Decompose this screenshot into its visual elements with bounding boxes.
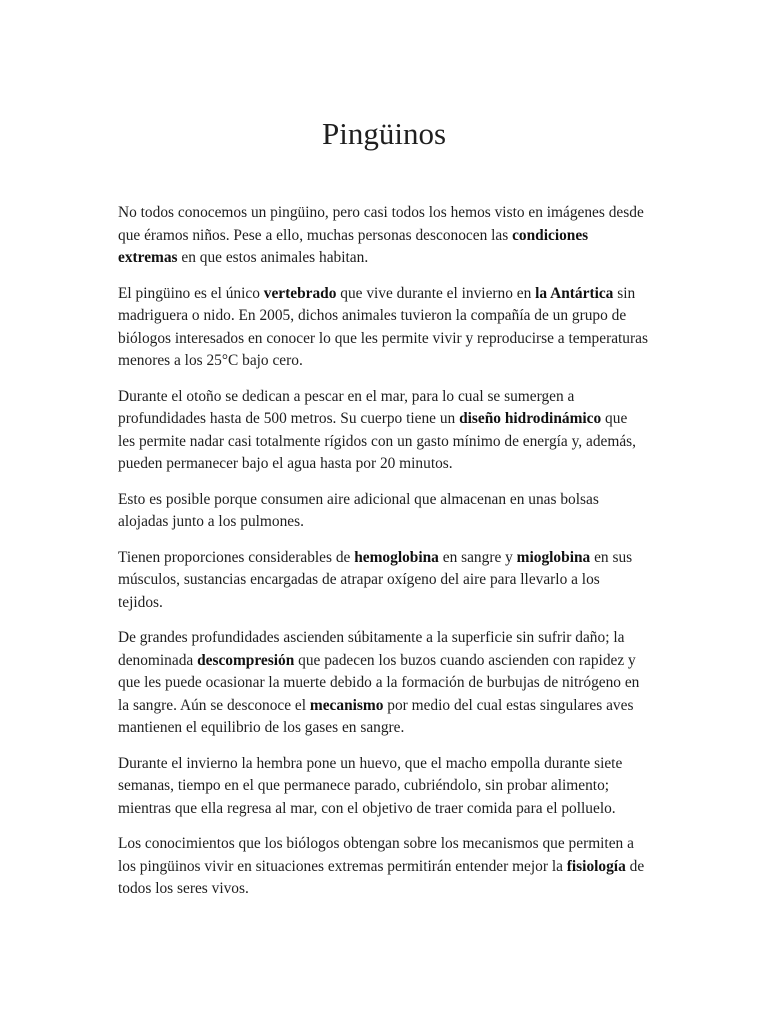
- bold-term: vertebrado: [263, 284, 337, 302]
- bold-term: la Antártica: [535, 284, 614, 302]
- text-run: Tienen proporciones considerables de: [118, 548, 355, 566]
- paragraph: [118, 547, 648, 615]
- text-run: que padecen los buzos cuando ascienden con rapidez y que les puede ocasionar la muerte debido a la formación de burbujas de nitrógeno en la sangre. Aún se desconoce el: [118, 651, 640, 714]
- paragraph: [118, 489, 648, 534]
- text-run: en que estos animales habitan.: [177, 249, 369, 266]
- bold-term: mioglobina: [516, 548, 591, 566]
- paragraph: [118, 753, 648, 821]
- bold-term: condiciones extremas: [118, 226, 589, 266]
- text-run: en sangre y: [438, 548, 517, 566]
- paragraph: [118, 833, 648, 901]
- text-run: Esto es posible porque consumen aire adicional que almacenan en unas bolsas alojadas junto a los pulmones.: [118, 490, 599, 530]
- paragraph: [118, 627, 648, 740]
- paragraph: [118, 202, 648, 270]
- text-run: de todos los seres vivos.: [118, 857, 645, 897]
- text-run: por medio del cual estas singulares aves mantienen el equilibrio de los gases en sangre.: [118, 696, 634, 736]
- bold-term: mecanismo: [309, 696, 384, 714]
- document-title: Pingüinos: [321, 116, 447, 151]
- paragraph: [118, 386, 648, 476]
- text-run: El pingüino es el único: [118, 284, 264, 302]
- text-run: De grandes profundidades ascienden súbitamente a la superficie sin sufrir daño; la denominada: [118, 629, 625, 669]
- text-run: No todos conocemos un pingüino, pero casi todos los hemos visto en imágenes desde que éramos niños. Pese a ello, muchas personas desconocen las: [118, 204, 644, 244]
- text-run: Durante el otoño se dedican a pescar en el mar, para lo cual se sumergen a profundidades hasta de 500 metros. Su cuerpo tiene un: [118, 387, 575, 427]
- text-run: sin madriguera o nido. En 2005, dichos animales tuvieron la compañía de un grupo de biólogos interesados en conocer lo que les permite vivir y reproducirse a temperaturas menores a los 25°C bajo cero.: [118, 284, 648, 369]
- bold-term: diseño hidrodinámico: [459, 410, 602, 427]
- text-run: Los conocimientos que los biólogos obtengan sobre los mecanismos que permiten a los pingüinos vivir en situaciones extremas permitirán entender mejor la: [118, 835, 634, 875]
- text-run: que vive durante el invierno en: [336, 284, 536, 302]
- paragraph: [118, 283, 648, 373]
- bold-term: fisiología: [566, 857, 626, 875]
- text-run: que les permite nadar casi totalmente rígidos con un gasto mínimo de energía y, además, pueden permanecer bajo el agua hasta por 20 minutos.: [118, 410, 636, 472]
- text-run: en sus músculos, sustancias encargadas de atrapar oxígeno del aire para llevarlo a los tejidos.: [118, 548, 633, 611]
- bold-term: descompresión: [197, 651, 295, 669]
- text-run: Durante el invierno la hembra pone un huevo, que el macho empolla durante siete semanas, tiempo en el que permanece parado, cubriéndolo, sin probar alimento; mientras que ella regresa al mar, con el objetivo de traer comida para el polluelo.: [118, 754, 623, 817]
- document-body: [118, 202, 648, 914]
- bold-term: hemoglobina: [354, 548, 439, 566]
